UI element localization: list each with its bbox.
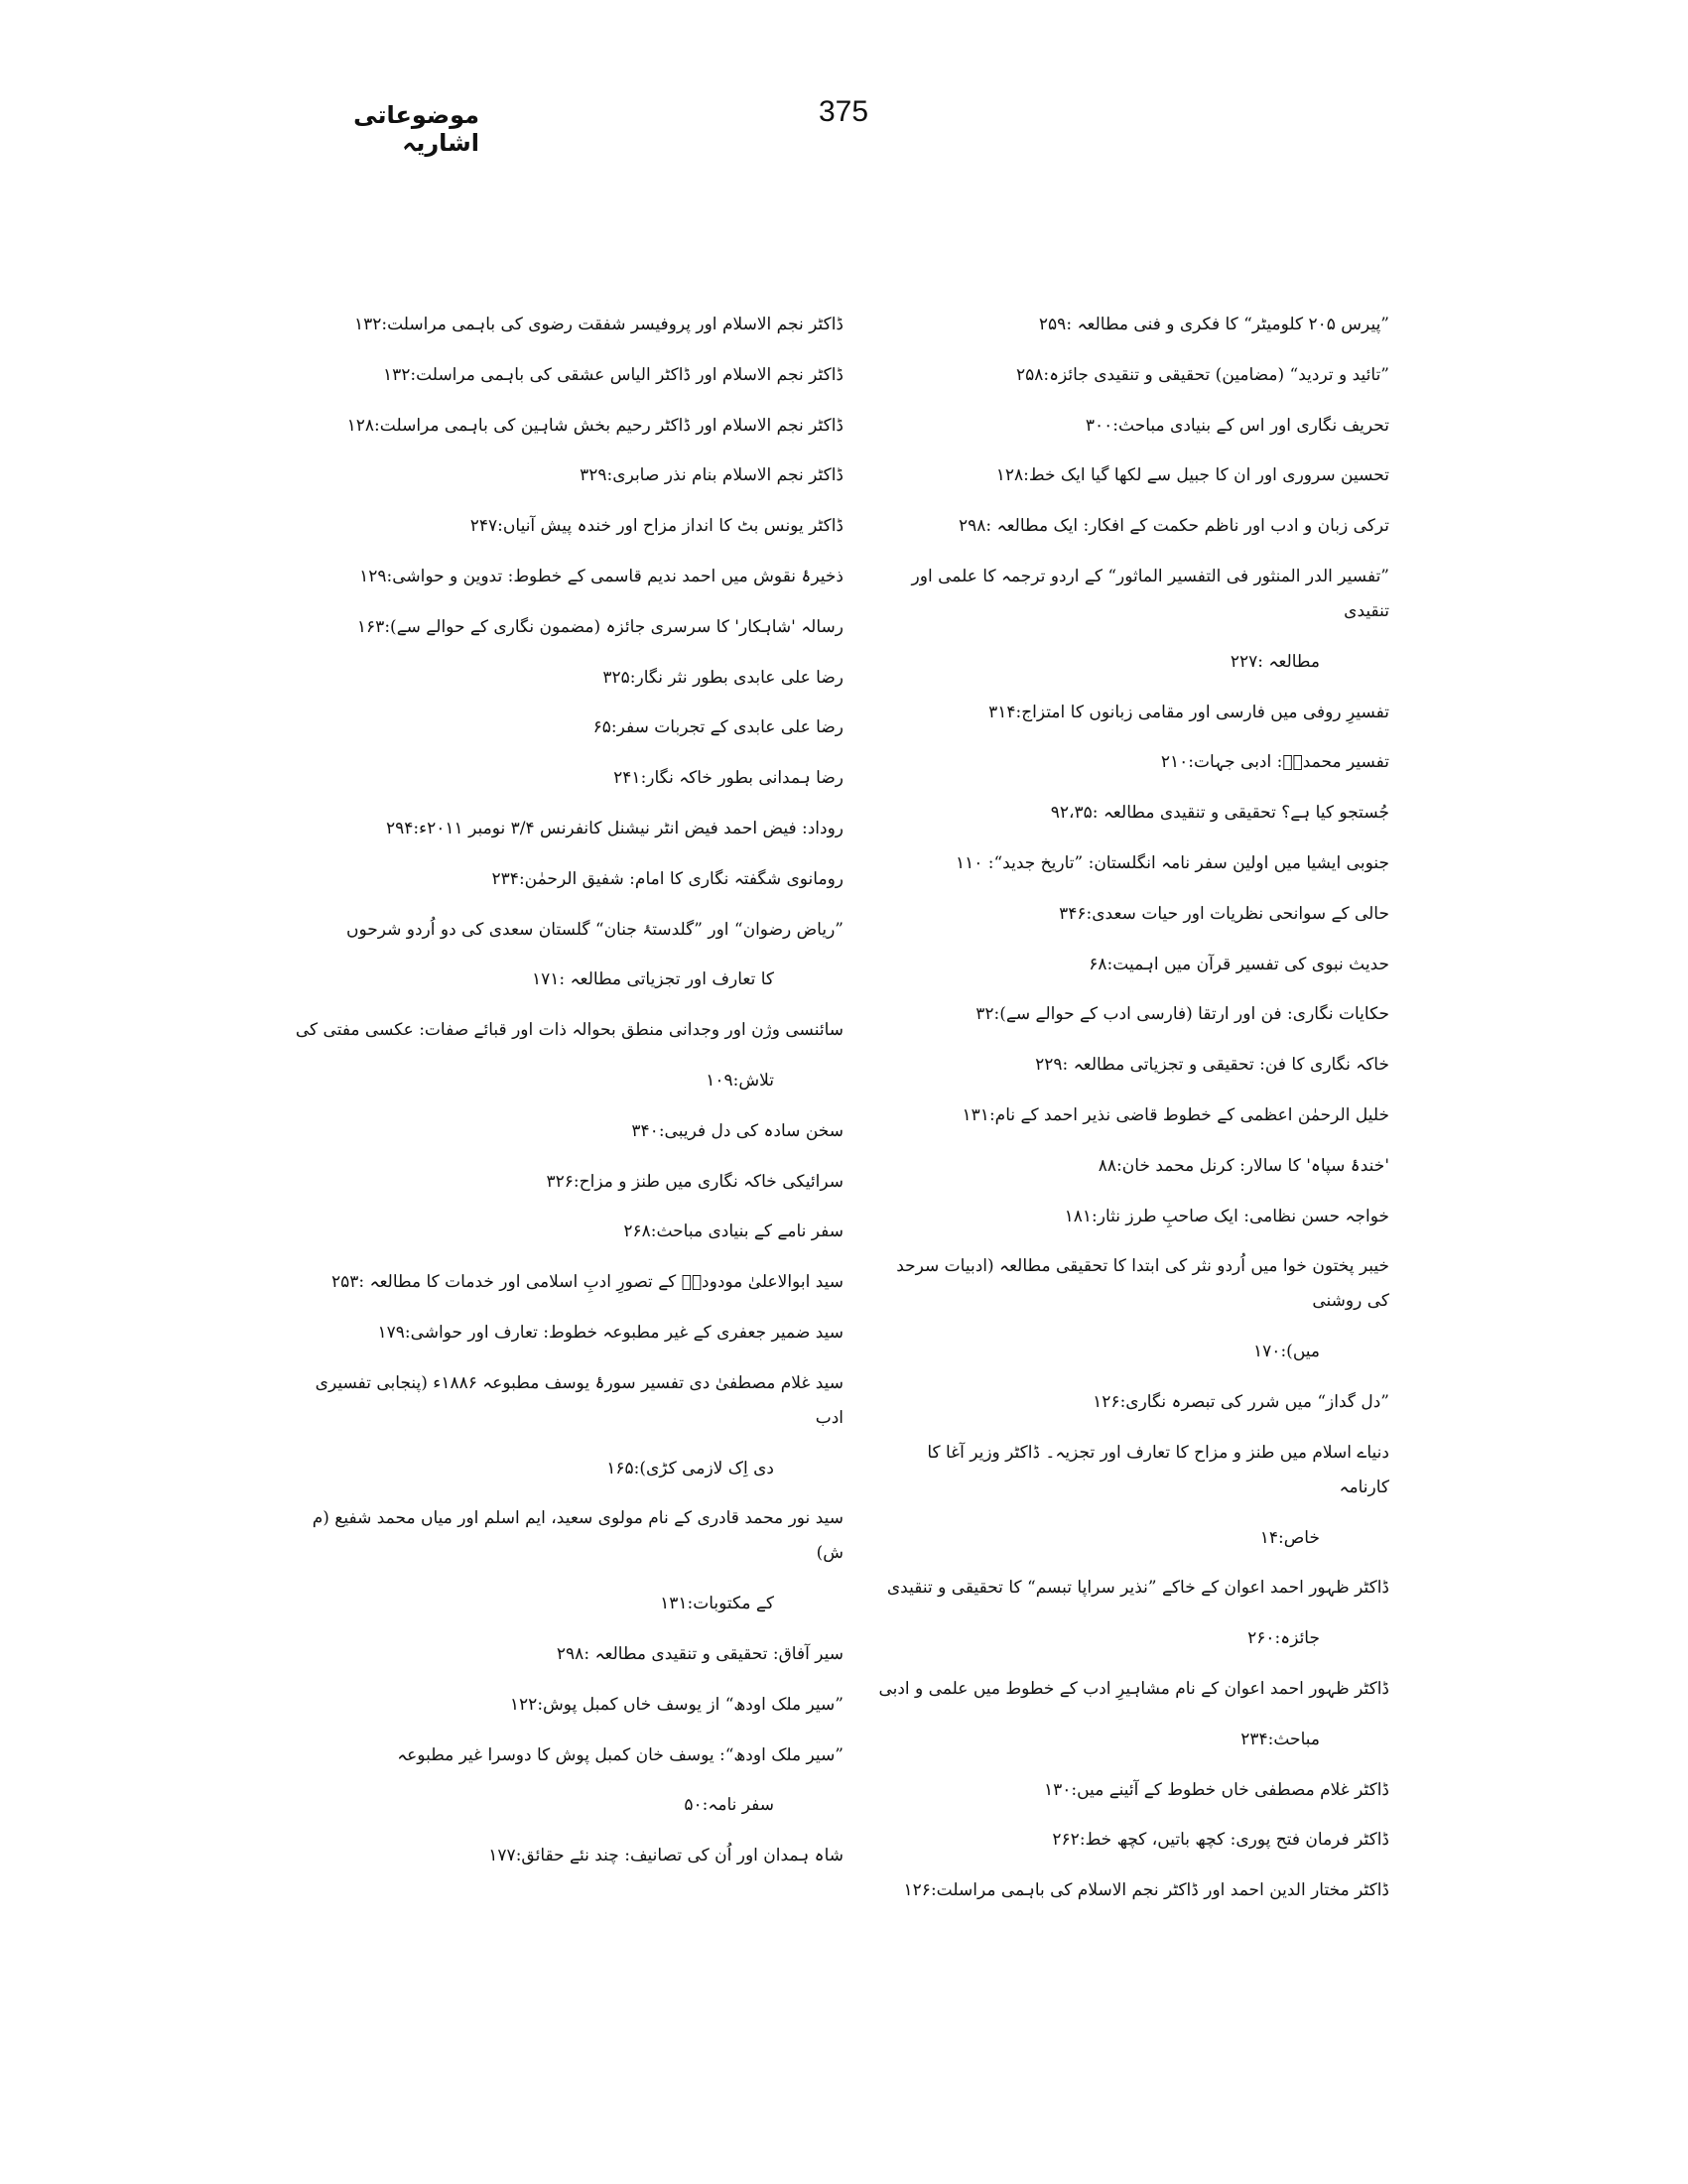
index-column-left — [288, 308, 844, 1889]
index-entry-continuation: میں):۱۷۰ — [1253, 1342, 1320, 1362]
index-entry: رضا ہمدانی بطور خاکہ نگار:۲۴۱ — [613, 768, 844, 789]
index-entry-continuation: مطالعہ :۲۲۷ — [1230, 651, 1320, 672]
index-entry-continuation: دی اِک لازمی کڑی):۱۶۵ — [606, 1458, 774, 1478]
index-entry: رضا علی عابدی بطور نثر نگار:۳۲۵ — [602, 667, 844, 688]
index-entry: سخن سادہ کی دل فریبی:۳۴۰ — [631, 1120, 844, 1141]
index-entry-continuation: مباحث:۲۳۴ — [1240, 1729, 1320, 1749]
index-entry: تفسیرِ روفی میں فارسی اور مقامی زبانوں کا امتزاج:۳۱۴ — [988, 702, 1389, 722]
index-entry: جنوبی ایشیا میں اولین سفر نامہ انگلستان: ”تاریخ جدید“: ۱۱۰ — [955, 852, 1389, 873]
index-entry: ڈاکٹر نجم الاسلام اور ڈاکٹر الیاس عشقی کی باہمی مراسلت:۱۳۲ — [382, 364, 844, 385]
index-entry: تفسیر محمدیؐ: ادبی جہات:۲۱۰ — [1160, 752, 1389, 773]
index-entry: جُستجو کیا ہے؟ تحقیقی و تنقیدی مطالعہ :۹۲،۳۵ — [1050, 803, 1389, 824]
index-entry: تحسین سروری اور ان کا جبیل سے لکھا گیا ایک خط:۱۲۸ — [995, 465, 1389, 486]
index-entry: حدیث نبوی کی تفسیر قرآن میں اہمیت:۶۸ — [1089, 954, 1389, 974]
index-entry-continuation: جائزہ:۲۶۰ — [1247, 1628, 1320, 1649]
index-entry: ”سیر ملک اودھ“: یوسف خان کمبل پوش کا دوسرا غیر مطبوعہ — [397, 1744, 844, 1765]
index-entry: ڈاکٹر ظہور احمد اعوان کے نام مشاہیرِ ادب کے خطوط میں علمی و ادبی — [878, 1678, 1389, 1699]
index-entry: سرائیکی خاکہ نگاری میں طنز و مزاح:۳۲۶ — [546, 1171, 844, 1192]
index-entry: رسالہ 'شاہکار' کا سرسری جائزہ (مضمون نگاری کے حوالے سے):۱۶۳ — [356, 616, 844, 637]
index-entry: ڈاکٹر غلام مصطفی خاں خطوط کے آئینے میں:۱۳۰ — [1043, 1779, 1389, 1800]
index-entry: ڈاکٹر مختار الدین احمد اور ڈاکٹر نجم الاسلام کی باہمی مراسلت:۱۲۶ — [903, 1880, 1389, 1901]
index-entry: خلیل الرحمٰن اعظمی کے خطوط قاضی نذیر احمد کے نام:۱۳۱ — [962, 1104, 1389, 1125]
index-entry: شاہ ہمدان اور اُن کی تصانیف: چند نئے حقائق:۱۷۷ — [488, 1846, 844, 1866]
index-entry: ڈاکٹر ظہور احمد اعوان کے خاکے ”نذیر سراپا تبسم“ کا تحقیقی و تنقیدی — [886, 1578, 1389, 1599]
index-entry: 'خندۂ سپاہ' کا سالار: کرنل محمد خان:۸۸ — [1098, 1155, 1389, 1176]
index-entry: دنیاے اسلام میں طنز و مزاح کا تعارف اور تجزیہ۔ ڈاکٹر وزیر آغا کا کارنامہ — [927, 1442, 1389, 1497]
index-entry: تحریف نگاری اور اس کے بنیادی مباحث:۳۰۰ — [1085, 415, 1389, 436]
page-number: 375 — [818, 95, 869, 128]
index-entry: خیبر پختون خوا میں اُردو نثر کی ابتدا کا تحقیقی مطالعہ (ادبیات سرحد کی روشنی — [896, 1256, 1389, 1312]
index-entry: ڈاکٹر نجم الاسلام اور پروفیسر شفقت رضوی کی باہمی مراسلت:۱۳۲ — [353, 315, 844, 334]
index-entry: رومانوی شگفتہ نگاری کا امام: شفیق الرحمٰن:۲۳۴ — [491, 868, 844, 889]
index-column-right — [873, 308, 1389, 1924]
index-entry: ڈاکٹر فرمان فتح پوری: کچھ باتیں، کچھ خط:۲۶۲ — [1052, 1830, 1389, 1851]
index-entry-continuation: کے مکتوبات:۱۳۱ — [660, 1594, 774, 1614]
index-entry: ترکی زبان و ادب اور ناظم حکمت کے افکار: ایک مطالعہ :۲۹۸ — [958, 516, 1389, 537]
index-entry: حالی کے سوانحی نظریات اور حیات سعدی:۳۴۶ — [1059, 903, 1389, 924]
index-entry: سید ضمیر جعفری کے غیر مطبوعہ خطوط: تعارف اور حواشی:۱۷۹ — [377, 1322, 844, 1343]
index-entry: سیر آفاق: تحقیقی و تنقیدی مطالعہ :۲۹۸ — [556, 1643, 844, 1664]
index-entry-continuation: خاص:۱۴ — [1259, 1527, 1320, 1548]
index-entry: ڈاکٹر یونس بٹ کا انداز مزاح اور خندہ پیش آنیاں:۲۴۷ — [469, 516, 844, 537]
index-entry: رضا علی عابدی کے تجربات سفر:۶۵ — [592, 717, 844, 738]
index-entry: ذخیرۂ نقوش میں احمد ندیم قاسمی کے خطوط: تدوین و حواشی:۱۲۹ — [359, 566, 844, 586]
index-entry: سائنسی وژن اور وجدانی منطق بحوالہ ذات اور قبائے صفات: عکسی مفتی کی — [295, 1020, 844, 1041]
index-entry: ”سیر ملک اودھ“ از یوسف خاں کمبل پوش:۱۲۲ — [509, 1694, 844, 1715]
running-head-title: موضوعاتی اشاریہ — [353, 101, 479, 157]
index-entry: ”تائید و تردید“ (مضامین) تحقیقی و تنقیدی جائزہ:۲۵۸ — [1015, 364, 1389, 385]
index-entry: ”ریاض رضوان“ اور ”گلدستۂ جنان“ گلستان سعدی کی دو اُردو شرحوں — [345, 919, 844, 940]
index-entry: حکایات نگاری: فن اور ارتقا (فارسی ادب کے حوالے سے):۳۲ — [975, 1004, 1389, 1025]
index-entry: سید غلام مصطفیٰ دی تفسیر سورۂ یوسف مطبوعہ ۱۸۸۶ء (پنجابی تفسیری ادب — [315, 1372, 844, 1428]
index-entry: ”پیرس ۲۰۵ کلومیٹر“ کا فکری و فنی مطالعہ :۲۵۹ — [1038, 315, 1389, 334]
index-entry: ”تفسیر الدر المنثور فی التفسیر الماثور“ کے اردو ترجمہ کا علمی اور تنقیدی — [911, 566, 1389, 621]
index-entry: ڈاکٹر نجم الاسلام بنام نذر صابری:۳۲۹ — [580, 465, 844, 486]
index-entry: سید ابوالاعلیٰ مودودیؒ کے تصورِ ادبِ اسلامی اور خدمات کا مطالعہ :۲۵۳ — [330, 1272, 844, 1293]
index-entry: خواجہ حسن نظامی: ایک صاحبِ طرز نثار:۱۸۱ — [1064, 1206, 1389, 1226]
index-entry: سید نور محمد قادری کے نام مولوی سعید، ایم اسلم اور میاں محمد شفیع (م ش) — [312, 1508, 844, 1564]
index-entry: روداد: فیض احمد فیض انٹر نیشنل کانفرنس ۳/۴ نومبر ۲۰۱۱ء:۲۹۴ — [386, 818, 844, 838]
index-entry-continuation: تلاش:۱۰۹ — [706, 1070, 774, 1091]
index-entry: ”دل گداز“ میں شرر کی تبصرہ نگاری:۱۲۶ — [1093, 1391, 1389, 1412]
index-entry: خاکہ نگاری کا فن: تحقیقی و تجزیاتی مطالعہ :۲۲۹ — [1035, 1055, 1389, 1076]
index-entry-continuation: سفر نامہ:۵۰ — [684, 1795, 774, 1816]
index-entry-continuation: کا تعارف اور تجزیاتی مطالعہ :۱۷۱ — [532, 969, 774, 990]
index-entry: سفر نامے کے بنیادی مباحث:۲۶۸ — [623, 1221, 844, 1242]
index-entry: ڈاکٹر نجم الاسلام اور ڈاکٹر رحیم بخش شاہین کی باہمی مراسلت:۱۲۸ — [346, 415, 844, 436]
